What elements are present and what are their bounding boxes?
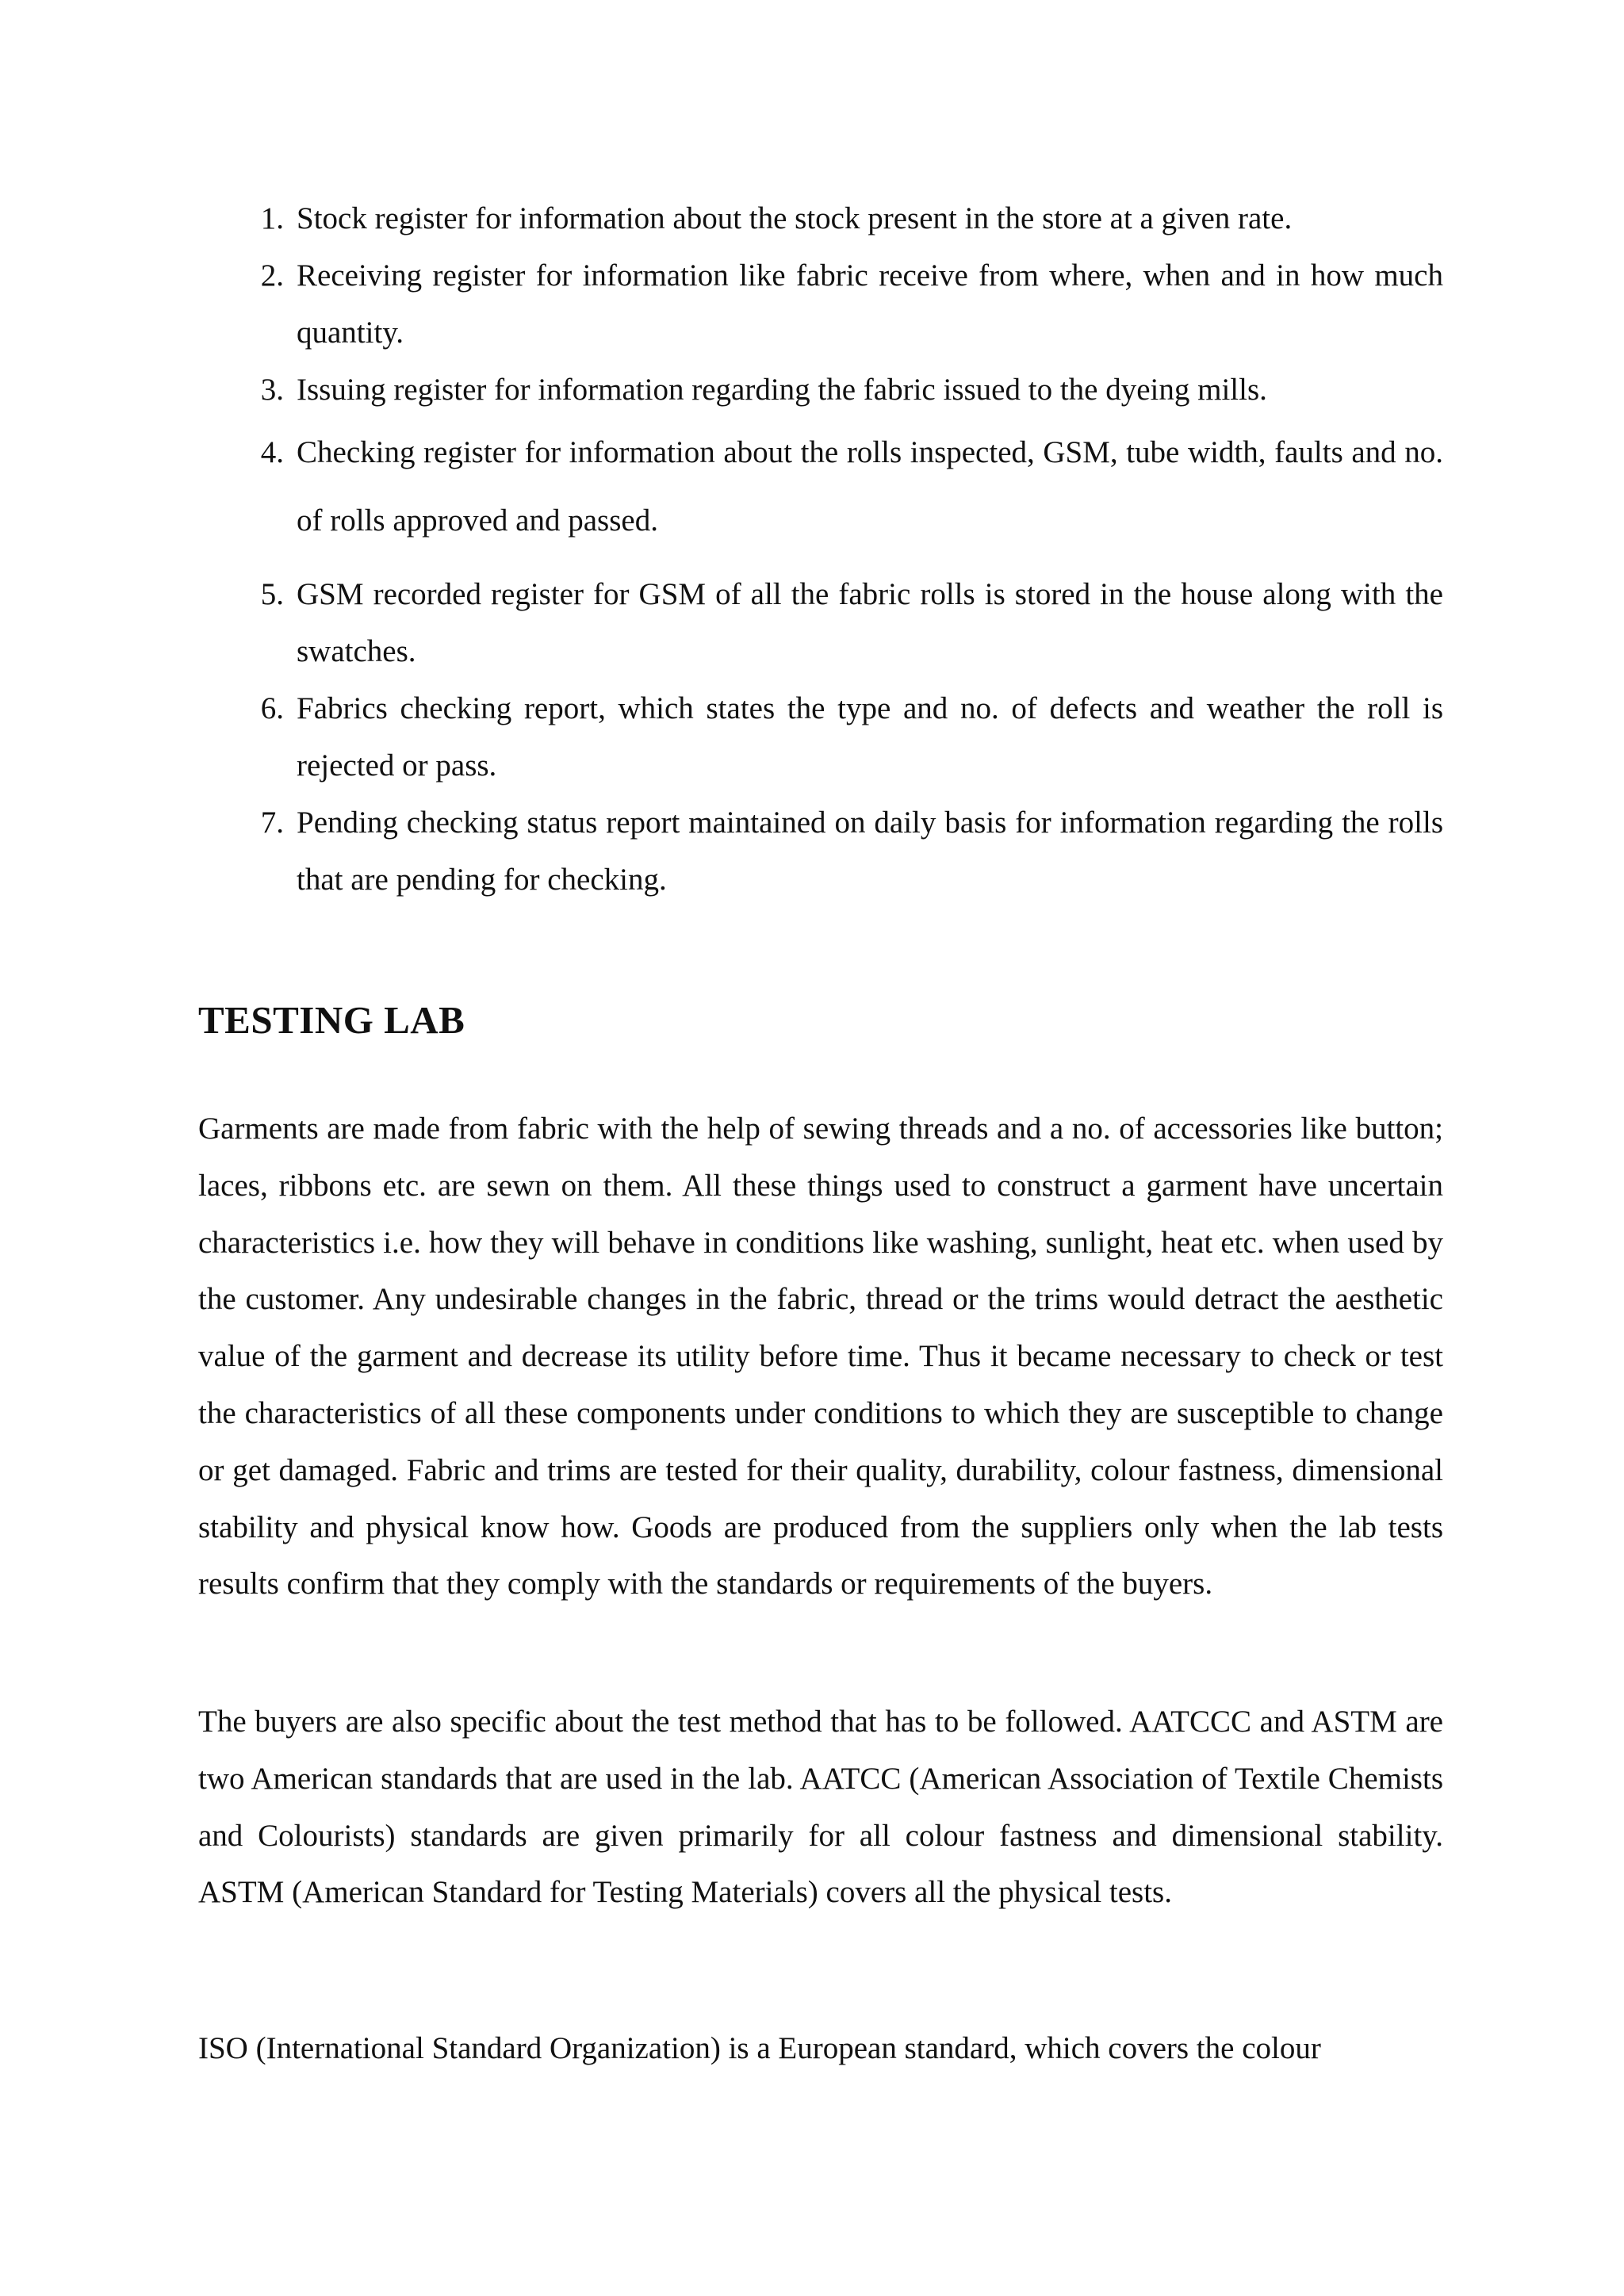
- list-item-number: 5.: [260, 577, 284, 611]
- list-item-text: Issuing register for information regarding the fabric issued to the dyeing mills.: [297, 373, 1267, 407]
- list-item-number: 1.: [260, 201, 284, 235]
- list-item: [238, 247, 1443, 362]
- list-item: [238, 680, 1443, 794]
- body-paragraph: ISO (International Standard Organization) is a European standard, which covers the colour: [198, 2031, 1321, 2065]
- list-item-text: Fabrics checking report, which states the type and no. of defects and weather the roll is rejected or pass.: [297, 691, 1443, 783]
- list-item: [238, 419, 1443, 555]
- list-item-number: 3.: [260, 373, 284, 407]
- list-item-number: 7.: [260, 806, 284, 840]
- list-item-number: 2.: [260, 258, 284, 293]
- list-item-text: Stock register for information about the stock present in the store at a given rate.: [297, 201, 1293, 235]
- list-item: [238, 362, 1443, 419]
- register-list: [238, 190, 1443, 909]
- section-heading: TESTING LAB: [198, 998, 465, 1042]
- list-item-number: 6.: [260, 691, 284, 725]
- list-item-text: Checking register for information about the rolls inspected, GSM, tube width, faults and no. of rolls approved and passed.: [297, 435, 1443, 538]
- list-item: [238, 794, 1443, 909]
- list-item-number: 4.: [260, 435, 284, 469]
- list-item-text: Receiving register for information like fabric receive from where, when and in how much quantity.: [297, 258, 1443, 350]
- body-paragraph: Garments are made from fabric with the help of sewing threads and a no. of accessories like button; laces, ribbons etc. are sewn on them. All these things used to construct a garment have uncertain characteristics i.e. how they will behave in conditions like washing, sunlight, heat etc. when used by the customer. Any undesirable changes in the fabric, thread or the trims would detract the aesthetic value of the garment and decrease its utility before time. Thus it became necessary to check or test the characteristics of all these components under conditions to which they are susceptible to change or get damaged. Fabric and trims are tested for their quality, durability, colour fastness, dimensional stability and physical know how. Goods are produced from the suppliers only when the lab tests results confirm that they comply with the standards or requirements of the buyers.: [198, 1112, 1443, 1601]
- list-item: [238, 566, 1443, 680]
- body-paragraph: The buyers are also specific about the test method that has to be followed. AATCCC and ASTM are two American standards that are used in the lab. AATCC (American Association of Textile Chemists and Colourists) standards are given primarily for all colour fastness and dimensional stability. ASTM (American Standard for Testing Materials) covers all the physical tests.: [198, 1705, 1443, 1910]
- list-item-text: GSM recorded register for GSM of all the fabric rolls is stored in the house along with the swatches.: [297, 577, 1443, 668]
- list-item-text: Pending checking status report maintained on daily basis for information regarding the rolls that are pending for checking.: [297, 806, 1443, 897]
- list-item: [238, 190, 1443, 247]
